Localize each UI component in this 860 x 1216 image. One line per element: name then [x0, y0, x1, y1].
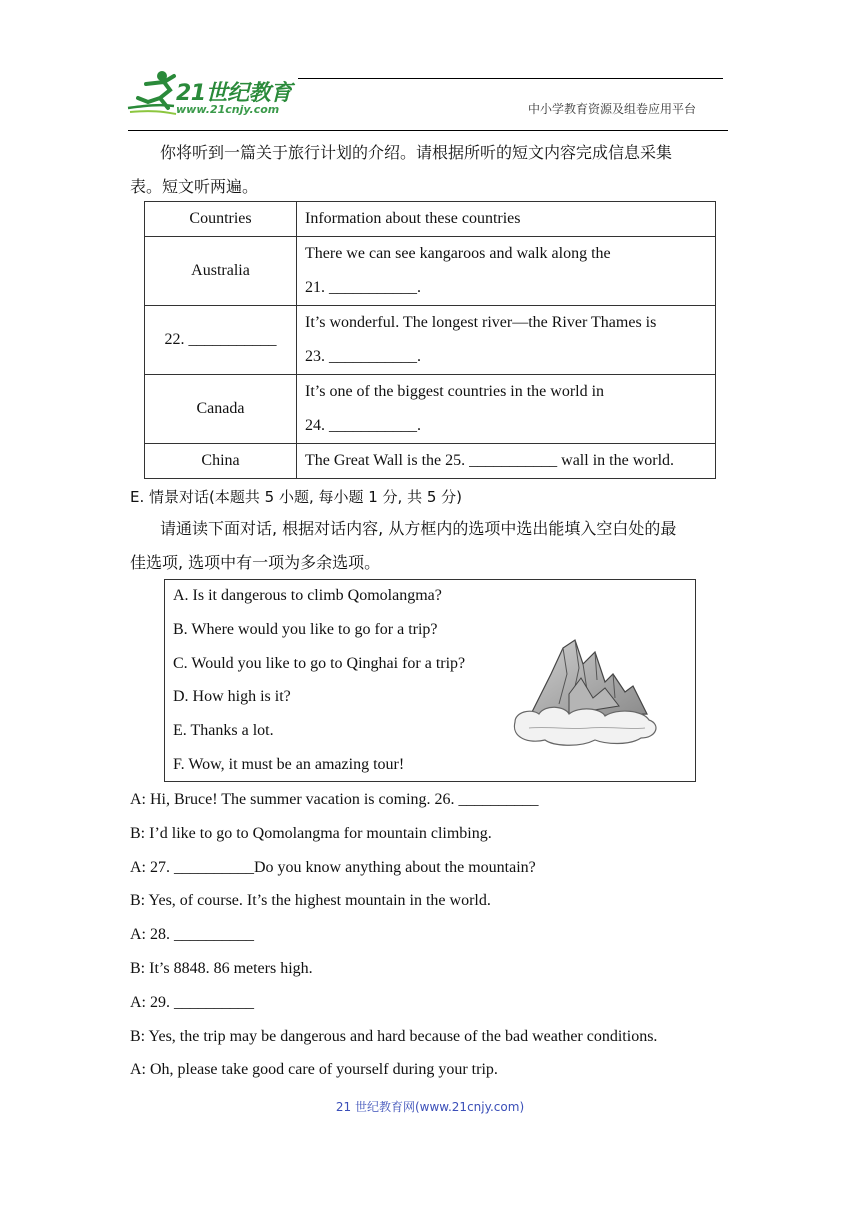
header-rule-top: [298, 78, 723, 79]
dialogue-line: B: I’d like to go to Qomolangma for mountain climbing.: [130, 825, 492, 842]
option-b: B. Where would you like to go for a trip?: [173, 621, 438, 638]
header-rule-bottom: [128, 130, 728, 131]
logo-url: www.21cnjy.com: [176, 103, 280, 116]
dialogue-line: B: Yes, of course. It’s the highest mountain in the world.: [130, 892, 491, 909]
info-line: There we can see kangaroos and walk along the: [305, 245, 611, 262]
table-cell-info: The Great Wall is the 25. ___________ wall in the world.: [297, 444, 716, 479]
listening-instruction-1: 你将听到一篇关于旅行计划的介绍。请根据所听的短文内容完成信息采集: [160, 143, 673, 162]
listening-instruction-2: 表。短文听两遍。: [130, 177, 259, 196]
table-row: [145, 237, 716, 306]
section-e-heading: E. 情景对话(本题共 5 小题, 每小题 1 分, 共 5 分): [130, 488, 463, 506]
table-cell-country: 22. ___________: [145, 306, 297, 375]
table-row: [145, 444, 716, 479]
info-line: It’s one of the biggest countries in the world in: [305, 383, 605, 400]
table-cell-info: [297, 375, 716, 444]
dialogue-line: A: 28. __________: [130, 926, 254, 943]
table-row: [145, 306, 716, 375]
section-e-instruction-1: 请通读下面对话, 根据对话内容, 从方框内的选项中选出能填入空白处的最: [160, 519, 677, 538]
option-d: D. How high is it?: [173, 688, 291, 705]
footer: 21 世纪教育网(www.21cnjy.com): [335, 1100, 525, 1114]
dialogue-line: A: 27. __________Do you know anything about the mountain?: [130, 859, 536, 876]
table-header-row: [145, 202, 716, 237]
dialogue-line: B: It’s 8848. 86 meters high.: [130, 960, 313, 977]
option-e: E. Thanks a lot.: [173, 722, 274, 739]
option-c: C. Would you like to go to Qinghai for a trip?: [173, 655, 466, 672]
info-blank: 24. ___________.: [305, 417, 421, 434]
table-cell-info: [297, 306, 716, 375]
table-header-info: Information about these countries: [297, 202, 716, 237]
table-header-countries: Countries: [145, 202, 297, 237]
info-table: [144, 201, 716, 479]
dialogue-line: B: Yes, the trip may be dangerous and hard because of the bad weather conditions.: [130, 1028, 658, 1045]
table-cell-country: Canada: [145, 375, 297, 444]
table-cell-info: [297, 237, 716, 306]
logo-text: 21世纪教育: [176, 81, 292, 106]
options-box: [164, 579, 696, 782]
option-f: F. Wow, it must be an amazing tour!: [173, 756, 405, 773]
header-platform: 中小学教育资源及组卷应用平台: [528, 102, 697, 116]
table-cell-country: China: [145, 444, 297, 479]
table-row: [145, 375, 716, 444]
info-blank: 23. ___________.: [305, 348, 421, 365]
section-e-instruction-2: 佳选项, 选项中有一项为多余选项。: [130, 553, 381, 572]
option-a: A. Is it dangerous to climb Qomolangma?: [173, 587, 442, 604]
table-cell-country: Australia: [145, 237, 297, 306]
dialogue-line: A: 29. __________: [130, 994, 254, 1011]
dialogue-line: A: Oh, please take good care of yourself during your trip.: [130, 1061, 498, 1078]
info-blank: 21. ___________.: [305, 279, 421, 296]
mountain-icon: [509, 634, 659, 752]
info-line: It’s wonderful. The longest river—the River Thames is: [305, 314, 657, 331]
dialogue-line: A: Hi, Bruce! The summer vacation is coming. 26. __________: [130, 791, 539, 808]
